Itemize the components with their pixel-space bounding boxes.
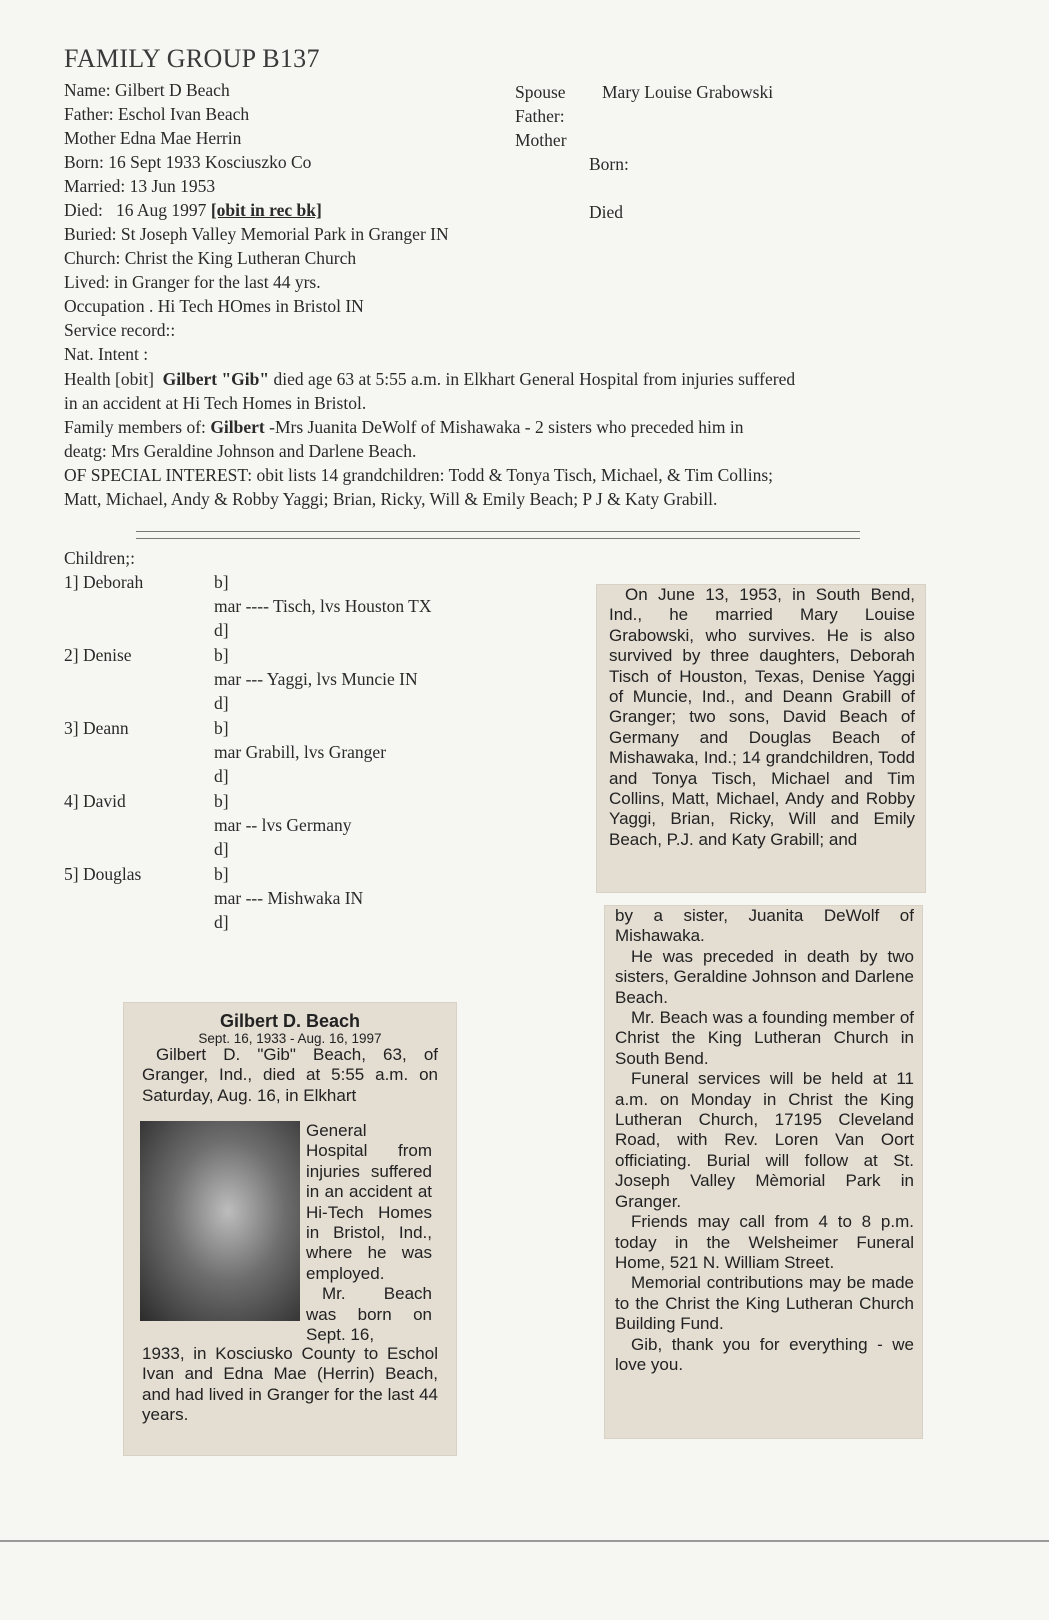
- family-text: -Mrs Juanita DeWolf of Mishawaka - 2 sisters who preceded him in: [264, 417, 744, 437]
- person-died: [64, 198, 322, 222]
- obituary-paragraph: Funeral services will be held at 11 a.m. on Monday in Christ the King Lutheran Church, 17195 Cleveland Road, with Rev. Loren Van Oort officiating. Burial will follow at St. Joseph Valley Mèmorial Park in Granger.: [615, 1069, 914, 1211]
- page-title: FAMILY GROUP B137: [64, 44, 320, 73]
- person-church: Church: Christ the King Lutheran Church: [64, 248, 357, 268]
- health-name: Gilbert "Gib": [162, 369, 270, 389]
- child-married: mar --- Yaggi, lvs Muncie IN: [214, 669, 418, 689]
- person-died-text: Died: 16 Aug 1997: [64, 200, 211, 220]
- spouse-mother: Mother: [515, 130, 567, 150]
- obituary-paragraph: by a sister, Juanita DeWolf of Mishawaka.: [615, 906, 914, 946]
- person-married: Married: 13 Jun 1953: [64, 176, 216, 196]
- obituary-clipping-right-top: [597, 585, 925, 892]
- person-nat-intent: Nat. Intent :: [64, 344, 149, 364]
- special-interest-line2: Matt, Michael, Andy & Robby Yaggi; Brian, Ricky, Will & Emily Beach; P J & Katy Grabill.: [64, 489, 718, 509]
- family-note-line2: deatg: Mrs Geraldine Johnson and Darlene Beach.: [64, 441, 417, 461]
- child-died: d]: [214, 620, 229, 640]
- obituary-paragraph: Friends may call from 4 to 8 p.m. today in the Welsheimer Funeral Home, 521 N. William Street.: [615, 1212, 914, 1272]
- family-name: Gilbert: [210, 417, 265, 437]
- child-married: mar -- lvs Germany: [214, 815, 352, 835]
- person-born: Born: 16 Sept 1933 Kosciuszko Co: [64, 152, 312, 172]
- family-note-line1: [64, 415, 744, 439]
- person-lived: Lived: in Granger for the last 44 yrs.: [64, 272, 321, 292]
- obituary-paragraph: Memorial contributions may be made to the Christ the King Lutheran Church Building Fund.: [615, 1273, 914, 1334]
- child-died: d]: [214, 766, 229, 786]
- child-married: mar --- Mishwaka IN: [214, 888, 364, 908]
- spouse-name: Mary Louise Grabowski: [602, 82, 774, 102]
- obituary-tail: 1933, in Kosciusko County to Eschol Ivan and Edna Mae (Herrin) Beach, and had lived in Granger for the last 44 years.: [142, 1344, 438, 1425]
- spouse-died: Died: [589, 202, 624, 222]
- spouse-label: Spouse: [515, 82, 566, 102]
- child-born: b]: [214, 718, 229, 738]
- special-interest-line1: OF SPECIAL INTEREST: obit lists 14 grandchildren: Todd & Tonya Tisch, Michael, & Tim Collins;: [64, 465, 774, 485]
- child-born: b]: [214, 791, 229, 811]
- child-born: b]: [214, 864, 229, 884]
- person-father: Father: Eschol Ivan Beach: [64, 104, 250, 124]
- child-name: 5] Douglas: [64, 864, 142, 884]
- spouse-father: Father:: [515, 106, 565, 126]
- person-mother: Mother Edna Mae Herrin: [64, 128, 242, 148]
- child-died: d]: [214, 839, 229, 859]
- child-married: mar ---- Tisch, lvs Houston TX: [214, 596, 432, 616]
- child-born: b]: [214, 645, 229, 665]
- obituary-wrap-text-2: Mr. Beach was born on Sept. 16,: [306, 1284, 432, 1345]
- person-service-record: Service record::: [64, 320, 176, 340]
- obituary-name: Gilbert D. Beach: [219, 1011, 361, 1031]
- obituary-photo: [140, 1121, 300, 1321]
- child-died: d]: [214, 693, 229, 713]
- health-label: Health [obit]: [64, 369, 163, 389]
- person-name: Name: Gilbert D Beach: [64, 80, 230, 100]
- obituary-dates: Sept. 16, 1933 - Aug. 16, 1997: [198, 1031, 382, 1047]
- child-name: 4] David: [64, 791, 126, 811]
- page-bottom-edge: [0, 1540, 1049, 1542]
- spouse-born: Born:: [589, 154, 629, 174]
- obituary-paragraph: Mr. Beach was a founding member of Christ the King Lutheran Church in South Bend.: [615, 1008, 914, 1068]
- obit-reference: [obit in rec bk]: [210, 200, 322, 220]
- obituary-intro: Gilbert D. "Gib" Beach, 63, of Granger, Ind., died at 5:55 a.m. on Saturday, Aug. 16, in Elkhart: [142, 1045, 438, 1105]
- child-married: mar Grabill, lvs Granger: [214, 742, 387, 762]
- health-note-line1: [64, 367, 795, 391]
- obituary-paragraph: On June 13, 1953, in South Bend, Ind., he married Mary Louise Grabowski, who survives. He is also survived by three daughters, Deborah Tisch of Houston, Texas, Denise Yaggi of Muncie, Ind., and Deann Grabill of Granger; two sons, David Beach of Germany and Douglas Beach of Mishawaka, Ind.; 14 grandchildren, Todd and Tonya Tisch, Michael and Tim Collins, Matt, Michael, Andy and Robby Yaggi, Brian, Ricky, Will and Emily Beach, P.J. and Katy Grabill; and: [609, 585, 915, 849]
- child-born: b]: [214, 572, 229, 592]
- obituary-clipping-right-bottom: [605, 906, 922, 1438]
- obituary-clipping-left: [124, 1003, 456, 1455]
- health-note-line2: in an accident at Hi Tech Homes in Bristol.: [64, 393, 367, 413]
- obituary-wrap-text-1: General Hospital from injuries suffered in an accident at Hi-Tech Homes in Bristol, Ind., where he was employed.: [306, 1121, 432, 1283]
- person-occupation: Occupation . Hi Tech HOmes in Bristol IN: [64, 296, 364, 316]
- obituary-paragraph: He was preceded in death by two sisters, Geraldine Johnson and Darlene Beach.: [615, 946, 914, 1007]
- child-name: 1] Deborah: [64, 572, 144, 592]
- health-text: died age 63 at 5:55 a.m. in Elkhart General Hospital from injuries suffered: [269, 369, 796, 389]
- child-died: d]: [214, 912, 229, 932]
- section-divider: [136, 531, 860, 539]
- obituary-paragraph: Gib, thank you for everything - we love you.: [615, 1334, 914, 1374]
- family-label: Family members of:: [64, 417, 211, 437]
- child-name: 2] Denise: [64, 645, 132, 665]
- child-name: 3] Deann: [64, 718, 129, 738]
- children-label: Children;:: [64, 548, 135, 568]
- person-buried: Buried: St Joseph Valley Memorial Park in Granger IN: [64, 224, 449, 244]
- obituary-wrap-column: [306, 1121, 432, 1345]
